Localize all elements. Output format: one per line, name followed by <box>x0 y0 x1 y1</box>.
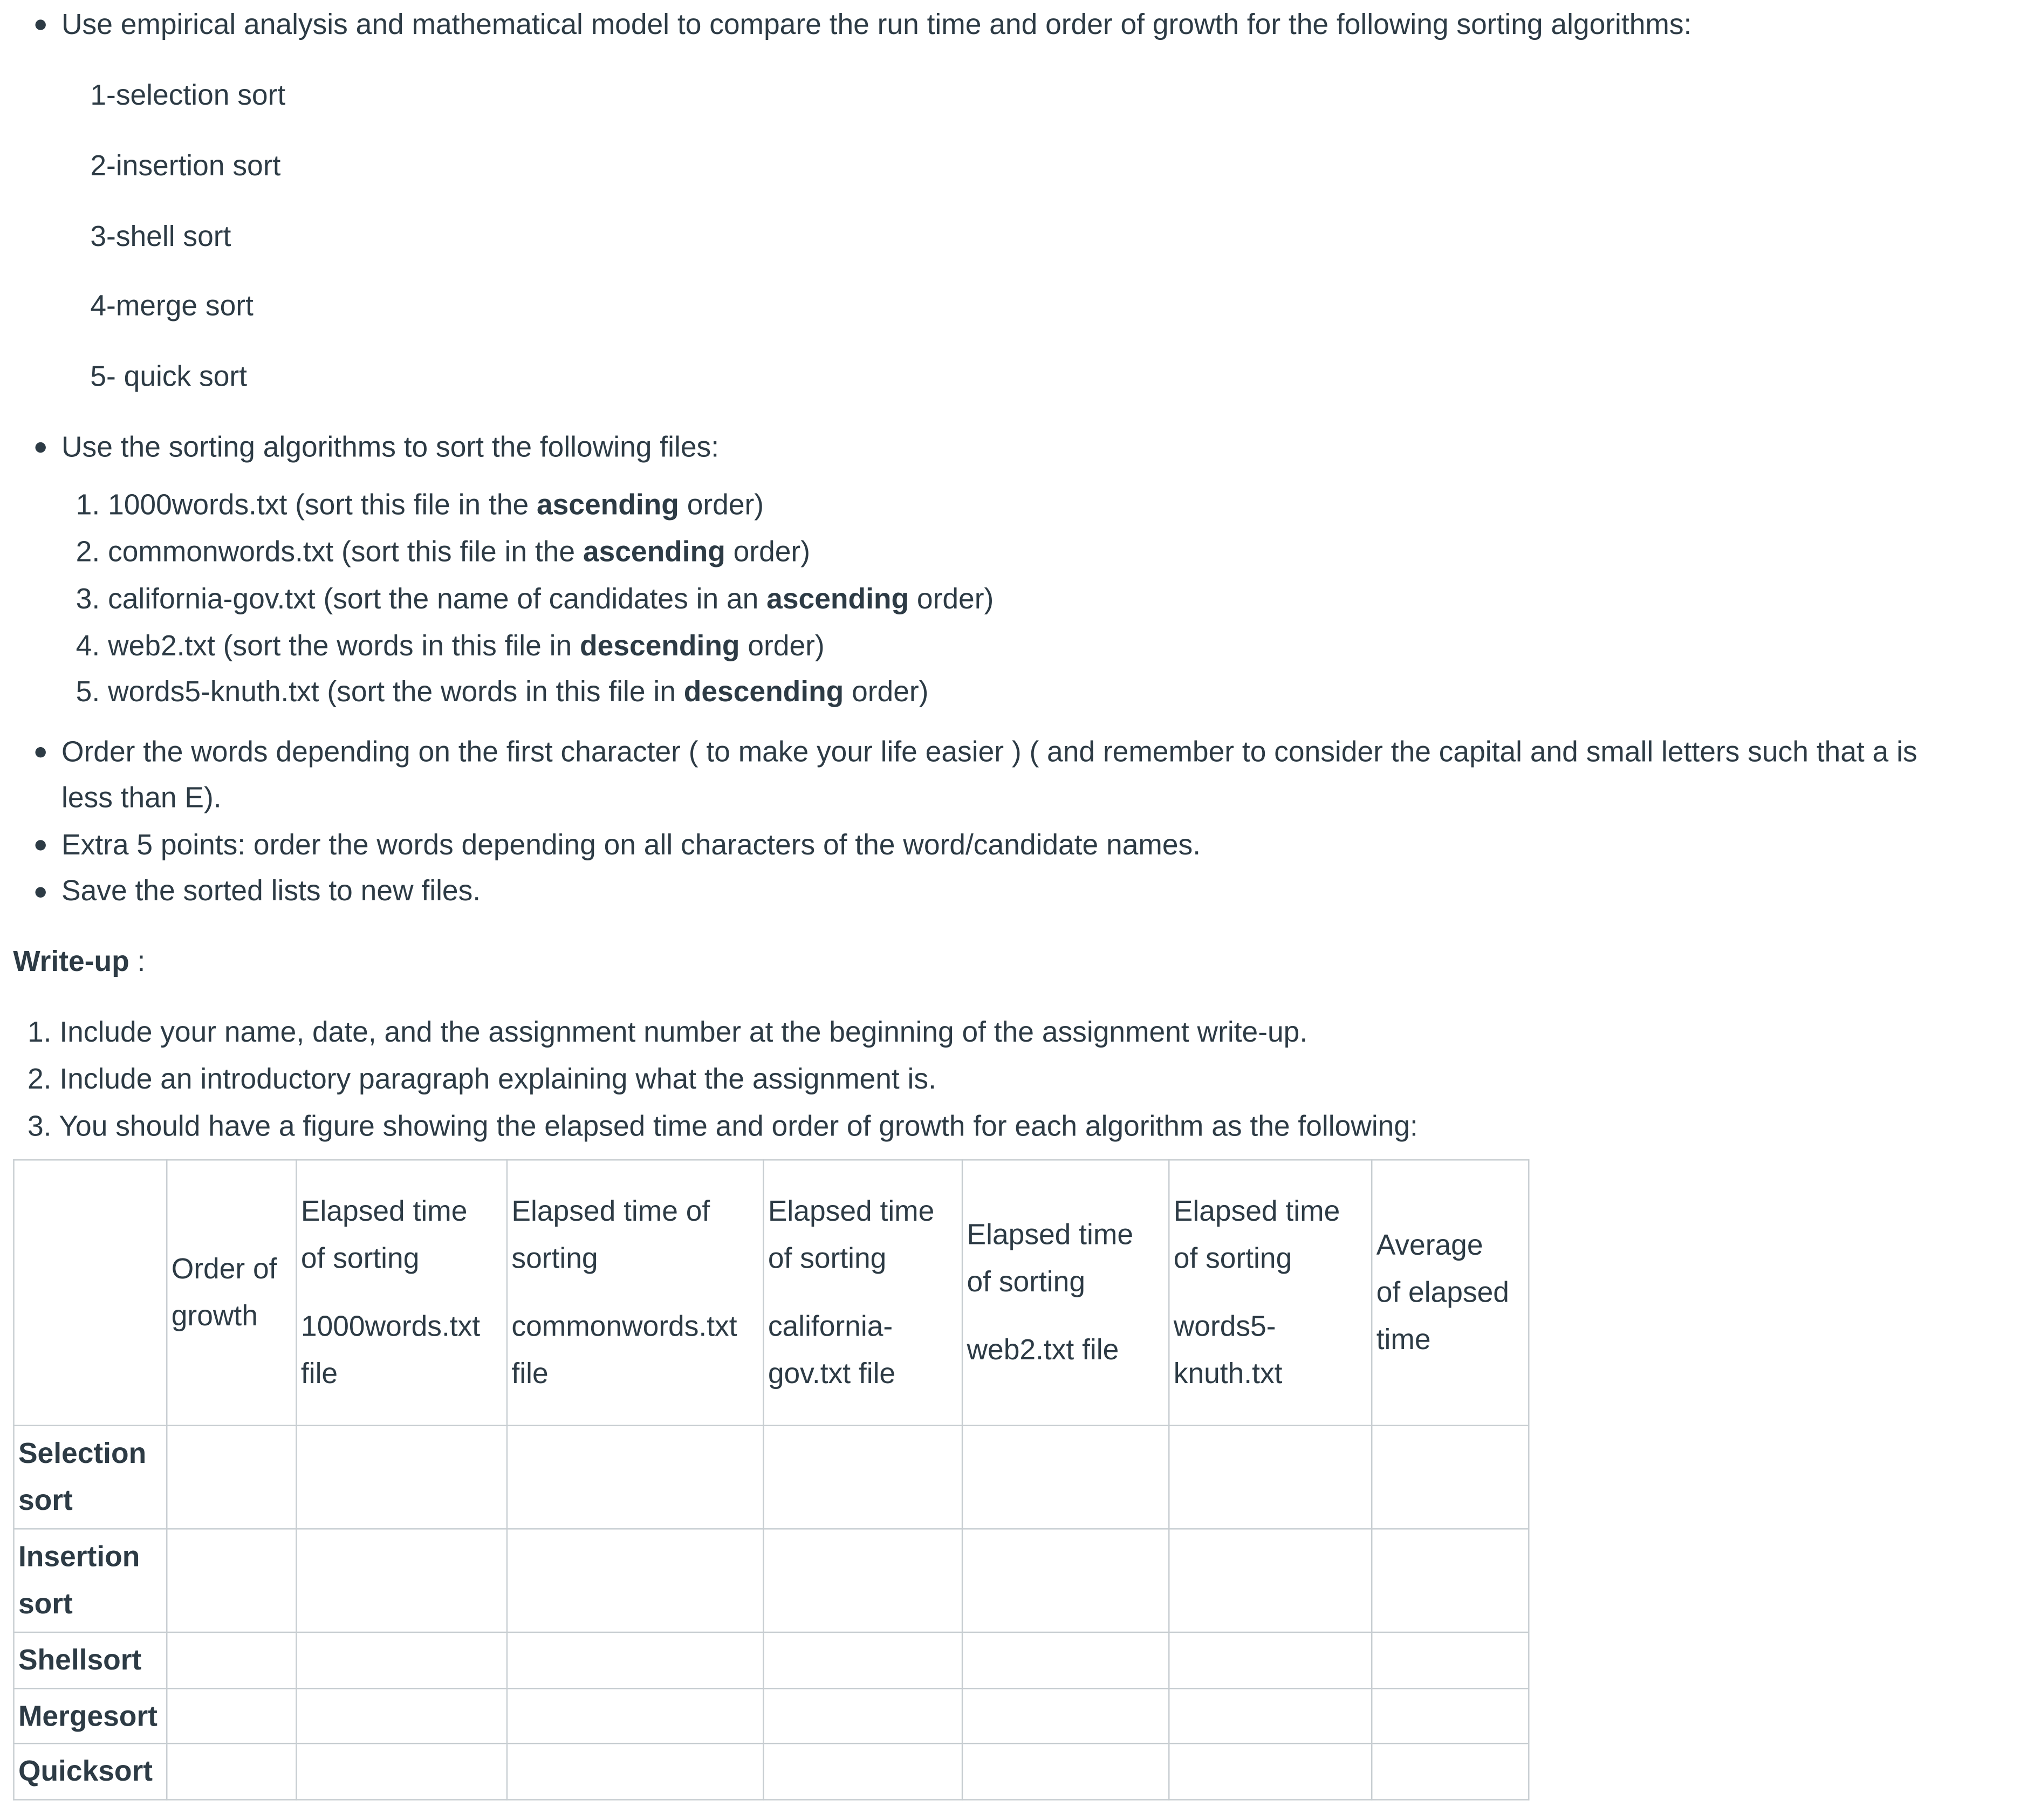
table-cell <box>962 1743 1169 1800</box>
file-text-end: order) <box>725 535 810 568</box>
table-cell <box>1169 1743 1372 1800</box>
file-text: commonwords.txt (sort this file in the <box>108 535 583 568</box>
file-text: words5-knuth.txt (sort the words in this file in <box>108 675 684 708</box>
writeup-number: 3. <box>27 1109 52 1142</box>
table-cell <box>763 1743 962 1800</box>
header-cell-1000words: Elapsed time of sorting 1000words.txt file <box>296 1160 507 1425</box>
file-number: 5. <box>76 675 100 708</box>
table-cell <box>1169 1529 1372 1632</box>
table-cell <box>167 1529 296 1632</box>
intro-bullet-2: Use the sorting algorithms to sort the following files: <box>61 430 720 463</box>
row-header-quicksort: Quicksort <box>13 1743 167 1800</box>
file-number: 1. <box>76 488 100 521</box>
writeup-number: 1. <box>27 1015 52 1048</box>
file-text-end: order) <box>679 488 764 521</box>
bullet-dot <box>35 19 45 30</box>
header-cell-california-gov: Elapsed time of sorting california- gov.txt file <box>763 1160 962 1425</box>
table-row <box>13 1426 1529 1529</box>
table-cell <box>167 1688 296 1743</box>
writeup-heading <box>13 938 145 985</box>
header-cell-words5-knuth: Elapsed time of sorting words5- knuth.txt <box>1169 1160 1372 1425</box>
file-item-1 <box>76 482 764 529</box>
file-order-emphasis: ascending <box>583 535 725 568</box>
file-text-end: order) <box>909 582 994 615</box>
table-cell <box>507 1426 763 1529</box>
intro-bullet-3-line-1: Order the words depending on the first character ( to make your life easier ) ( and remember to consider the capital and small letters such that a is <box>61 735 1917 768</box>
table-cell <box>962 1632 1169 1688</box>
bullet-dot <box>35 840 45 850</box>
table-cell <box>763 1632 962 1688</box>
table-cell <box>296 1632 507 1688</box>
table-cell <box>507 1529 763 1632</box>
table-cell <box>962 1529 1169 1632</box>
table-cell <box>1372 1743 1529 1800</box>
header-cell-order-of-growth: Order of growth <box>167 1160 296 1425</box>
file-text-end: order) <box>739 629 825 662</box>
file-number: 2. <box>76 535 100 568</box>
file-order-emphasis: ascending <box>766 582 909 615</box>
elapsed-time-table <box>13 1159 1529 1801</box>
file-text: web2.txt (sort the words in this file in <box>108 629 580 662</box>
table-cell <box>763 1426 962 1529</box>
header-cell-web2: Elapsed time of sorting web2.txt file <box>962 1160 1169 1425</box>
writeup-text: Include an introductory paragraph explaining what the assignment is. <box>59 1062 936 1096</box>
intro-bullet-1: Use empirical analysis and mathematical model to compare the run time and order of growth for the following sorting algorithms: <box>61 8 1692 41</box>
table-cell <box>296 1688 507 1743</box>
table-row <box>13 1743 1529 1800</box>
header-cell-empty <box>13 1160 167 1425</box>
writeup-item-3 <box>28 1103 1418 1150</box>
table-cell <box>1372 1426 1529 1529</box>
algorithm-item-2: 2-insertion sort <box>90 149 281 182</box>
file-text: california-gov.txt (sort the name of candidates in an <box>108 582 767 615</box>
table-cell <box>507 1743 763 1800</box>
table-cell <box>296 1529 507 1632</box>
file-item-4 <box>76 623 825 670</box>
file-number: 4. <box>76 629 100 662</box>
table-cell <box>1169 1632 1372 1688</box>
header-cell-commonwords: Elapsed time of sorting commonwords.txt file <box>507 1160 763 1425</box>
table-cell <box>763 1688 962 1743</box>
table-row <box>13 1632 1529 1688</box>
table-cell <box>962 1688 1169 1743</box>
table-header-row <box>13 1160 1529 1425</box>
writeup-item-2 <box>28 1056 936 1103</box>
file-number: 3. <box>76 582 100 615</box>
file-order-emphasis: descending <box>579 629 740 662</box>
file-order-emphasis: descending <box>683 675 844 708</box>
table-cell <box>1372 1688 1529 1743</box>
table-cell <box>1169 1426 1372 1529</box>
header-cell-average: Average of elapsed time <box>1372 1160 1529 1425</box>
table-cell <box>507 1688 763 1743</box>
algorithm-item-5: 5- quick sort <box>90 360 248 393</box>
table-cell <box>507 1632 763 1688</box>
writeup-text: You should have a figure showing the elapsed time and order of growth for each algorithm as the following: <box>59 1109 1418 1142</box>
bullet-dot <box>35 887 45 898</box>
table-cell <box>962 1426 1169 1529</box>
row-header-mergesort: Mergesort <box>13 1688 167 1743</box>
table-cell <box>167 1743 296 1800</box>
writeup-item-1 <box>28 1009 1307 1056</box>
intro-bullet-5: Save the sorted lists to new files. <box>61 874 481 907</box>
algorithm-item-3: 3-shell sort <box>90 220 231 253</box>
table-cell <box>1169 1688 1372 1743</box>
writeup-heading-colon: : <box>129 945 146 977</box>
table-cell <box>296 1426 507 1529</box>
table-cell <box>1372 1632 1529 1688</box>
table-cell <box>763 1529 962 1632</box>
writeup-number: 2. <box>27 1062 52 1096</box>
writeup-text: Include your name, date, and the assignment number at the beginning of the assignment write-up. <box>59 1015 1308 1048</box>
file-item-5 <box>76 668 929 715</box>
bullet-dot <box>35 442 45 453</box>
file-item-2 <box>76 529 810 576</box>
table-cell <box>167 1632 296 1688</box>
table-cell <box>1372 1529 1529 1632</box>
intro-bullet-4: Extra 5 points: order the words depending on all characters of the word/candidate names. <box>61 828 1201 861</box>
algorithm-item-1: 1-selection sort <box>90 78 286 112</box>
row-header-insertion-sort: Insertion sort <box>13 1529 167 1632</box>
table-cell <box>167 1426 296 1529</box>
file-text-end: order) <box>844 675 929 708</box>
algorithm-item-4: 4-merge sort <box>90 289 254 322</box>
writeup-heading-text: Write-up <box>13 945 129 977</box>
row-header-selection-sort: Selection sort <box>13 1426 167 1529</box>
row-header-shellsort: Shellsort <box>13 1632 167 1688</box>
file-order-emphasis: ascending <box>536 488 679 521</box>
table-row <box>13 1529 1529 1632</box>
file-text: 1000words.txt (sort this file in the <box>108 488 537 521</box>
table-cell <box>296 1743 507 1800</box>
bullet-dot <box>35 747 45 757</box>
intro-bullet-3-line-2: less than E). <box>61 781 222 814</box>
file-item-3 <box>76 576 994 622</box>
table-row <box>13 1688 1529 1743</box>
